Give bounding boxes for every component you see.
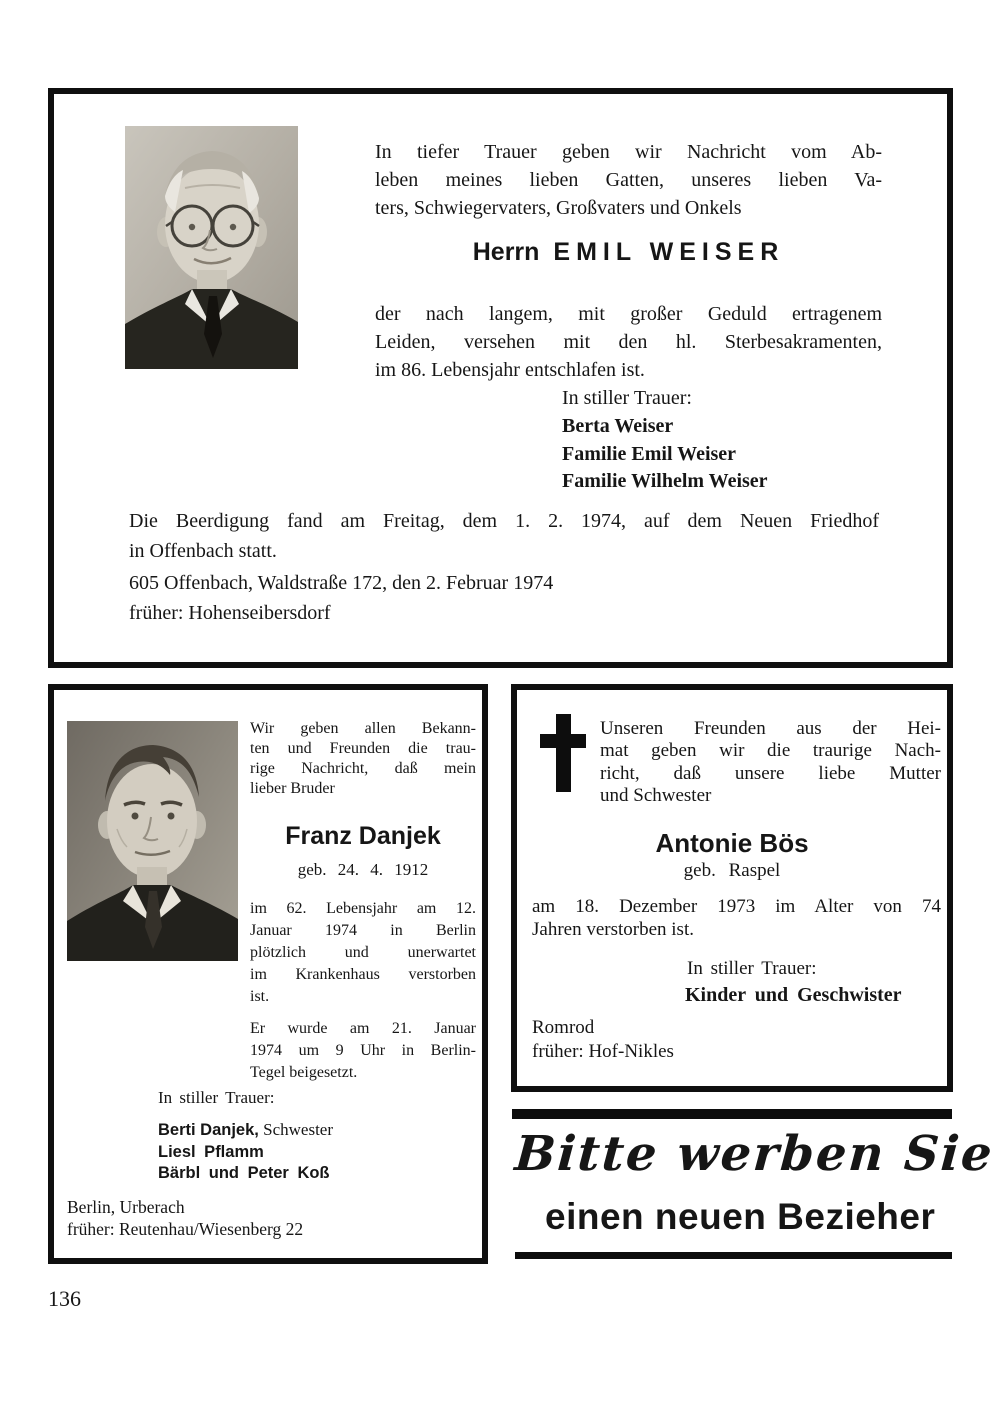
danjek-mourners [158,1119,333,1185]
page-number: 136 [48,1286,81,1311]
obituary-box-boes [511,684,953,1092]
boes-intro [600,718,941,808]
deceased-name: EMIL WEISER [553,238,785,266]
weiser-body [375,300,882,384]
danjek-intro [250,719,476,799]
obituary-box-danjek [48,684,488,1264]
text-line: ist. [250,988,270,1005]
text-line: in Offenbach statt. [129,540,277,562]
danjek-place: Berlin, Urberach [67,1197,185,1217]
text-line: der nach langem, mit großer Geduld ertragenem [375,303,882,325]
text-line: lieber Bruder [250,780,335,797]
text-line: Januar 1974 in Berlin [250,922,476,939]
text-line: am 18. Dezember 1973 im Alter von 74 [532,896,941,917]
weiser-mourning-label: In stiller Trauer: [562,387,692,409]
boes-former-residence: früher: Hof-Nikles [532,1041,674,1062]
text-line: leben meines lieben Gatten, unseres lieben Va- [375,169,882,191]
text-line: Unseren Freunden aus der Hei- [600,718,941,739]
text-line: ten und Freunden die trau- [250,740,476,757]
ad-subline: einen neuen Bezieher [545,1196,936,1237]
weiser-headline [375,238,882,267]
text-line: In tiefer Trauer geben wir Nachricht vom Ab- [375,141,882,163]
obituary-box-weiser [48,88,953,668]
portrait-photo-illustration [125,126,298,369]
text-line: und Schwester [600,785,712,807]
ad-top-rule [512,1109,952,1119]
text-line: im Krankenhaus verstorben [250,966,476,983]
text-line: richt, daß unsere liebe Mutter [600,762,941,784]
mourner-name: Familie Wilhelm Weiser [562,470,768,492]
text-line: Er wurde am 21. Januar [250,1020,476,1037]
mourner-name: Berta Weiser [562,415,674,437]
portrait-photo-illustration [67,721,238,961]
mourner-name [158,1119,333,1142]
text-line: ters, Schwiegervaters, Großvaters und Onkels [375,197,742,219]
danjek-former-residence: früher: Reutenhau/Wiesenberg 22 [67,1219,304,1239]
text-line: rige Nachricht, daß mein [250,760,476,777]
weiser-former-residence: früher: Hohenseibersdorf [129,602,331,624]
weiser-funeral-info [129,506,879,566]
boes-mourning-label: In stiller Trauer: [687,958,817,979]
mourner-name: Liesl Pflamm [158,1142,264,1161]
text-line: Jahren verstorben ist. [532,919,694,940]
cross-icon [540,714,586,792]
ad-headline-script: Bitte werben Sie [513,1126,996,1182]
franz-danjek-photo [67,721,238,961]
text-line: im 62. Lebensjahr am 12. [250,900,476,917]
weiser-address: 605 Offenbach, Waldstraße 172, den 2. Februar 1974 [129,572,554,594]
text-line: Tegel beigesetzt. [250,1064,358,1081]
ad-bottom-rule [515,1252,952,1259]
mourner-name: Bärbl und Peter Koß [158,1164,330,1182]
emil-weiser-photo [125,126,298,369]
honorific: Herrn [472,238,540,266]
danjek-body [250,898,476,1008]
boes-place: Romrod [532,1017,595,1038]
mourner-name-bold: Berti Danjek, [158,1121,259,1139]
text-line: mat geben wir die traurige Nach- [600,740,941,762]
danjek-mourning-label: In stiller Trauer: [158,1088,275,1107]
weiser-mourners [562,413,768,496]
weiser-intro [375,138,882,222]
text-line: Leiden, versehen mit den hl. Sterbesakramenten, [375,331,882,353]
danjek-burial-info [250,1018,476,1084]
mourner-name: Familie Emil Weiser [562,442,737,465]
boes-maiden-name: geb. Raspel [683,860,781,881]
danjek-deceased-name: Franz Danjek [285,822,441,850]
text-line: 1974 um 9 Uhr in Berlin- [250,1042,476,1059]
text-line: Wir geben allen Bekann- [250,720,476,737]
boes-mourners: Kinder und Geschwister [685,984,902,1006]
danjek-birth-date: geb. 24. 4. 1912 [297,860,429,879]
text-line: plötzlich und unerwartet [250,944,476,961]
mourner-relation: Schwester [258,1120,333,1139]
text-line: Die Beerdigung fand am Freitag, dem 1. 2. 1974, auf dem Neuen Friedhof [129,510,879,532]
boes-deceased-name: Antonie Bös [655,828,809,858]
text-line: im 86. Lebensjahr entschlafen ist. [375,359,645,381]
boes-body [532,895,941,941]
